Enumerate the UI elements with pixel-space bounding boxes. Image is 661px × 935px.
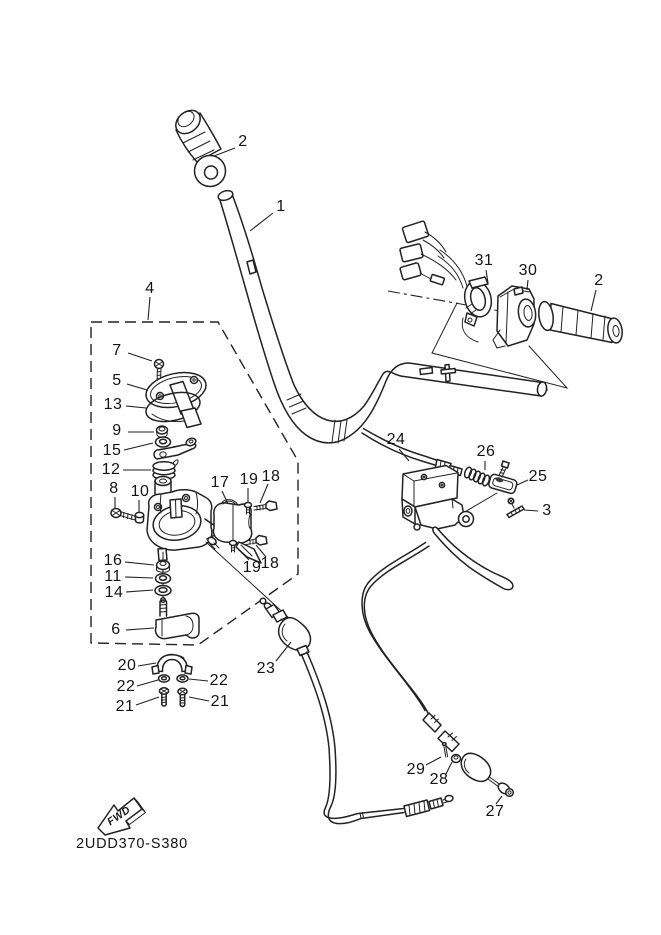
part-callout-28: 28	[429, 771, 449, 788]
part-callout-15: 15	[102, 442, 122, 459]
part-callout-17: 17	[210, 474, 230, 491]
leader-line-4	[148, 297, 150, 320]
part-callout-11: 11	[104, 568, 122, 585]
part-callout-27: 27	[485, 803, 505, 820]
part-code: 2UDD370-S380	[76, 836, 188, 852]
leader-line-18	[260, 484, 268, 503]
leader-line-3	[524, 510, 538, 511]
part-callout-26: 26	[476, 443, 496, 460]
part-callout-4: 4	[145, 280, 155, 297]
callout-leader-lines	[115, 148, 596, 804]
brake-lever-assembly-drawing	[362, 429, 524, 590]
fwd-arrow	[98, 798, 146, 835]
switch-assembly-drawing	[493, 286, 537, 348]
part-callout-12: 12	[101, 461, 121, 478]
seal-parts-drawing	[155, 552, 171, 600]
lever-shaft-drawing	[156, 598, 199, 639]
fwd-label: FWD	[105, 803, 133, 829]
leader-line-7	[128, 353, 152, 361]
leader-line-6	[126, 628, 154, 630]
part-callout-8: 8	[109, 480, 119, 497]
left-grip-drawing	[171, 106, 225, 187]
cap-gasket-drawing	[143, 367, 210, 427]
leader-line-22	[137, 680, 158, 686]
part-callout-6: 6	[111, 621, 121, 638]
right-grip-drawing	[537, 301, 624, 344]
part-callout-13: 13	[103, 396, 123, 413]
part-callout-21: 21	[115, 698, 135, 715]
leader-line-5	[127, 384, 147, 390]
part-callout-24: 24	[386, 431, 406, 448]
leader-line-2	[591, 290, 596, 311]
part-callout-18: 18	[261, 468, 281, 485]
leader-line-11	[125, 577, 153, 578]
part-callout-22: 22	[209, 672, 229, 689]
part-callout-10: 10	[130, 483, 150, 500]
part-callout-19: 19	[242, 559, 262, 576]
part-callout-29: 29	[406, 761, 426, 778]
part-callout-19: 19	[239, 471, 259, 488]
part-callout-3: 3	[542, 502, 552, 519]
part-callout-1: 1	[276, 198, 286, 215]
leader-line-21	[189, 697, 209, 701]
part-callout-7: 7	[112, 342, 122, 359]
leader-line-22	[189, 679, 208, 681]
part-callout-5: 5	[112, 372, 122, 389]
wire-harness-drawing	[400, 221, 478, 342]
cable-holder-block	[488, 473, 518, 494]
leader-line-23	[276, 642, 291, 661]
part-callout-31: 31	[474, 252, 494, 269]
part-callout-23: 23	[256, 660, 276, 677]
throttle-housing-drawing	[213, 500, 277, 563]
part-callout-18: 18	[260, 555, 280, 572]
part-callout-22: 22	[116, 678, 136, 695]
leader-line-13	[126, 406, 146, 408]
leader-line-21	[136, 697, 159, 705]
part-callout-20: 20	[117, 657, 137, 674]
leader-line-20	[138, 663, 156, 666]
part-callout-2: 2	[238, 133, 248, 150]
part-callout-9: 9	[112, 422, 122, 439]
leader-line-1	[250, 213, 273, 231]
leader-line-15	[124, 443, 153, 450]
leader-line-29	[426, 757, 441, 765]
part-callout-2: 2	[594, 272, 604, 289]
part-callout-14: 14	[104, 584, 124, 601]
leader-line-25	[517, 480, 528, 485]
part-callout-30: 30	[518, 262, 538, 279]
leader-line-14	[126, 590, 153, 592]
part-callout-16: 16	[103, 552, 123, 569]
lever-holder-housing-drawing	[147, 490, 219, 561]
leader-line-16	[125, 562, 154, 565]
cable-spring	[463, 466, 490, 486]
clamp-bolt	[178, 688, 187, 706]
clamp-bolt	[160, 688, 169, 706]
part-callout-21: 21	[210, 693, 230, 710]
part-callout-25: 25	[528, 468, 548, 485]
